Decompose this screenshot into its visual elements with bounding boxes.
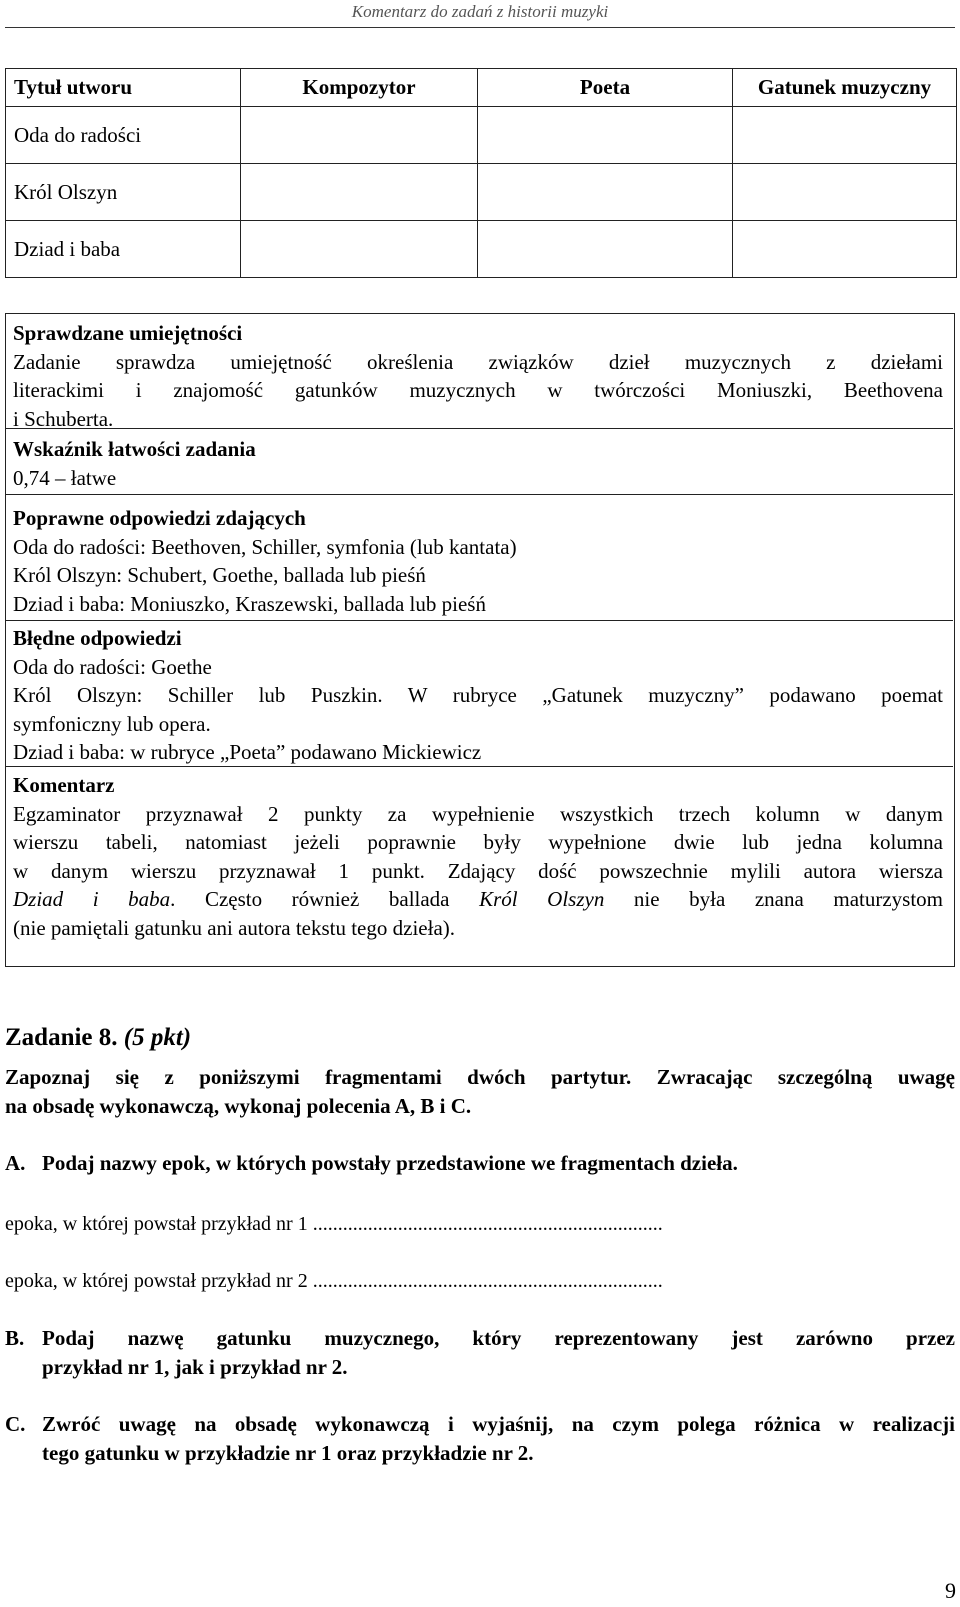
task-points: (5 pkt) — [123, 1024, 192, 1051]
difficulty-section — [13, 435, 943, 492]
comment-line: wierszu tabeli, natomiast jeżeli poprawnie były wypełnione dwie lub jedna kolumna — [13, 830, 943, 854]
comment-section — [13, 771, 943, 942]
skills-line: Zadanie sprawdza umiejętność określenia związków dzieł muzycznych z dziełami — [13, 349, 943, 374]
task-intro — [5, 1063, 955, 1121]
comment-line: w danym wierszu przyznawał 1 punkt. Zdający dość powszechnie mylili autora wiersza — [13, 858, 943, 883]
difficulty-value: 0,74 – łatwe — [13, 465, 117, 490]
comment-text: nie była znana maturzystom — [604, 887, 944, 911]
info-box — [5, 313, 955, 967]
table-header-row — [6, 69, 957, 107]
table-cell — [241, 164, 478, 221]
wrong-answers-section — [13, 624, 943, 767]
comment-line: Egzaminator przyznawał 2 punkty za wypełnienie wszystkich trzech kolumn w danym — [13, 801, 943, 826]
table-cell — [733, 221, 957, 278]
correct-line: Oda do radości: Beethoven, Schiller, symfonia (lub kantata) — [13, 534, 517, 559]
skills-section — [13, 319, 943, 433]
question-text: przykład nr 1, jak i przykład nr 2. — [42, 1355, 348, 1379]
work-title: Król Olszyn — [479, 887, 605, 911]
header-rule — [5, 27, 955, 28]
table-header-poet: Poeta — [478, 69, 733, 107]
question-text: tego gatunku w przykładzie nr 1 oraz przykładzie nr 2. — [42, 1441, 534, 1465]
divider — [6, 428, 953, 429]
page-number: 9 — [945, 1578, 956, 1603]
divider — [6, 620, 953, 621]
page-header: Komentarz do zadań z historii muzyki — [351, 2, 609, 21]
comment-line: (nie pamiętali gatunku ani autora tekstu tego dzieła). — [13, 915, 456, 940]
skills-heading: Sprawdzane umiejętności — [13, 321, 243, 345]
divider — [6, 766, 953, 767]
table-cell — [478, 107, 733, 164]
task-title — [5, 1024, 191, 1052]
intro-line: na obsadę wykonawczą, wykonaj polecenia A, B i C. — [5, 1094, 472, 1118]
question-letter: B. — [5, 1326, 25, 1350]
question-letter: C. — [5, 1412, 26, 1436]
question-c — [5, 1410, 955, 1468]
wrong-line: Oda do radości: Goethe — [13, 654, 212, 679]
skills-line: literackimi i znajomość gatunków muzycznych w twórczości Moniuszki, Beethovena — [13, 378, 943, 402]
intro-line: Zapoznaj się z poniższymi fragmentami dwóch partytur. Zwracając szczególną uwagę — [5, 1065, 955, 1089]
comment-text: . Często również ballada — [170, 887, 480, 911]
correct-heading: Poprawne odpowiedzi zdających — [13, 506, 306, 530]
question-b — [5, 1324, 955, 1382]
difficulty-heading: Wskaźnik łatwości zadania — [13, 437, 256, 461]
wrong-line: Król Olszyn: Schiller lub Puszkin. W rubryce „Gatunek muzyczny” podawano poemat — [13, 683, 943, 707]
table-row — [6, 164, 957, 221]
comment-heading: Komentarz — [13, 773, 115, 797]
question-text: Zwróć uwagę na obsadę wykonawczą i wyjaśnij, na czym polega różnica w realizacji — [42, 1412, 955, 1436]
table-row — [6, 107, 957, 164]
table-cell — [241, 221, 478, 278]
divider — [6, 494, 953, 495]
correct-line: Król Olszyn: Schubert, Goethe, ballada lub pieśń — [13, 563, 426, 587]
table-cell — [478, 221, 733, 278]
wrong-line: Dziad i baba: w rubryce „Poeta” podawano Mickiewicz — [13, 740, 482, 764]
table-header-title: Tytuł utworu — [6, 69, 241, 107]
table-header-composer: Kompozytor — [241, 69, 478, 107]
table-cell — [733, 164, 957, 221]
table-cell — [478, 164, 733, 221]
table-cell-title: Król Olszyn — [6, 164, 241, 221]
table-row — [6, 221, 957, 278]
table-header-genre: Gatunek muzyczny — [733, 69, 957, 107]
table-cell — [733, 107, 957, 164]
question-text: Podaj nazwy epok, w których powstały przedstawione we fragmentach dzieła. — [42, 1151, 738, 1175]
wrong-line: symfoniczny lub opera. — [13, 711, 211, 736]
wrong-heading: Błędne odpowiedzi — [13, 626, 182, 650]
work-title: Dziad i baba — [13, 887, 171, 911]
table-cell — [241, 107, 478, 164]
question-text: Podaj nazwę gatunku muzycznego, który reprezentowany jest zarówno przez — [42, 1326, 955, 1350]
question-a — [5, 1149, 955, 1178]
table-cell-title: Oda do radości — [6, 107, 241, 164]
correct-answers-section — [13, 504, 943, 618]
table-cell-title: Dziad i baba — [6, 221, 241, 278]
correct-line: Dziad i baba: Moniuszko, Kraszewski, ballada lub pieśń — [13, 591, 486, 616]
task-number: Zadanie 8. — [5, 1024, 118, 1051]
answer-line-2[interactable]: epoka, w której powstał przykład nr 2 ...................................................................... — [5, 1270, 663, 1292]
answer-line-1[interactable]: epoka, w której powstał przykład nr 1 ...................................................................... — [5, 1213, 663, 1235]
answer-table — [5, 68, 957, 278]
comment-line — [13, 885, 943, 914]
skills-line: i Schuberta. — [13, 406, 114, 431]
question-letter: A. — [5, 1151, 26, 1175]
